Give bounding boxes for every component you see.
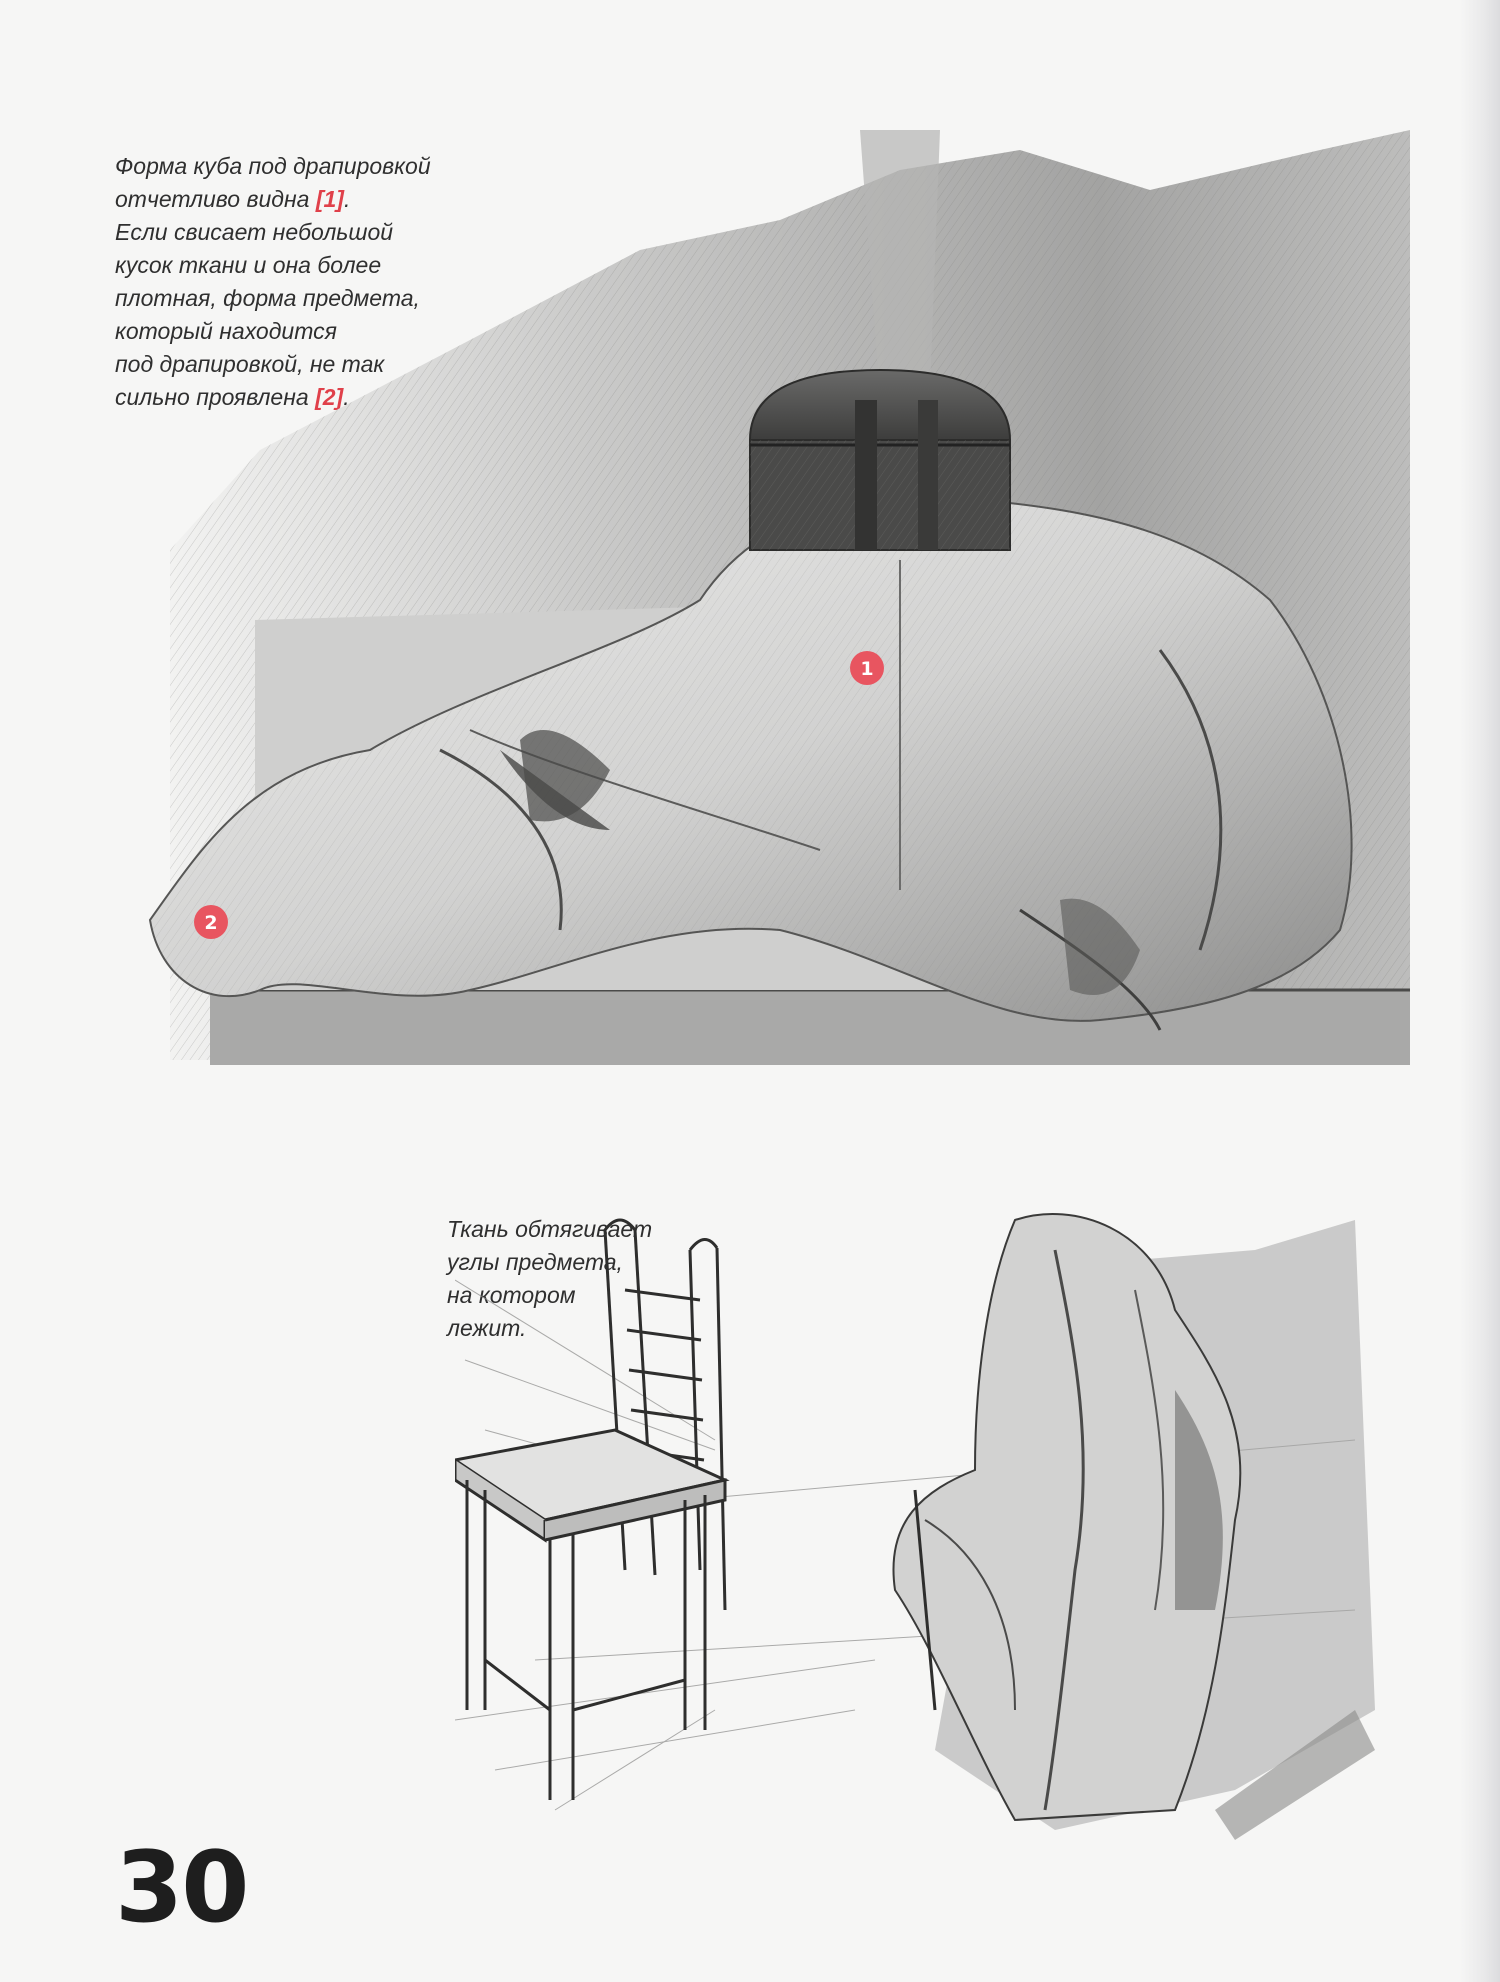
caption-line: углы предмета, [447, 1249, 623, 1275]
caption-line: на котором [447, 1282, 576, 1308]
caption-line: Форма куба под драпировкой [115, 153, 431, 179]
caption-text: сильно проявлена [115, 384, 316, 410]
marker-2-label: 2 [204, 912, 218, 934]
caption-line: Если свисает небольшой [115, 219, 394, 245]
caption-line: кусок ткани и она более [115, 252, 382, 278]
marker-1-label: 1 [860, 658, 874, 680]
caption-line: Ткань обтягивает [447, 1216, 653, 1242]
chest-drawing [750, 370, 1010, 550]
drapery-still-life-drawing [140, 130, 1420, 1098]
caption-text: отчетливо видна [115, 186, 316, 212]
caption-punct: . [343, 384, 350, 410]
reference-1: [1] [315, 186, 344, 212]
caption-line: плотная, форма предмета, [115, 285, 420, 311]
page-edge [1460, 0, 1500, 1982]
caption-line: лежит. [447, 1315, 527, 1341]
chair-drawings [455, 1190, 1415, 1850]
caption-punct: . [343, 186, 351, 212]
marker-2 [194, 905, 228, 939]
page-number: 30 [115, 1831, 248, 1945]
caption-line: который находится [115, 318, 337, 344]
caption-line: под драпировкой, не так [115, 351, 385, 377]
draped-chair-drawing [893, 1214, 1375, 1840]
chair-drawing [455, 1220, 725, 1800]
reference-2: [2] [315, 384, 344, 410]
marker-1 [850, 651, 884, 685]
table [210, 990, 1410, 1065]
